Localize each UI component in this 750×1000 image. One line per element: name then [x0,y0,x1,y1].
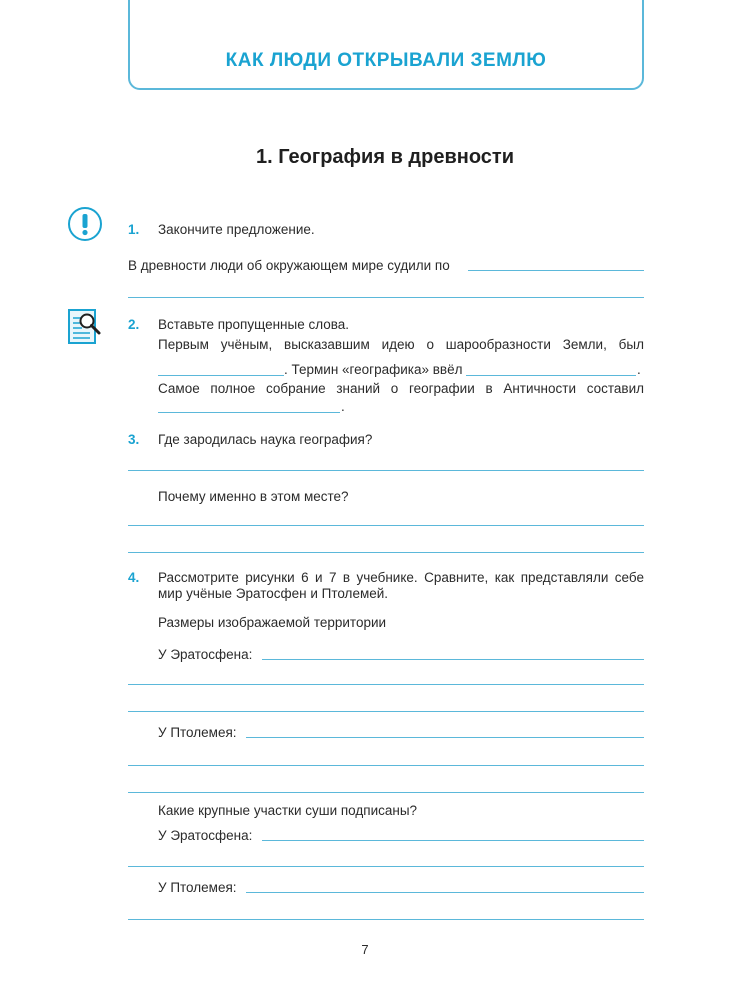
q3-followup: Почему именно в этом месте? [158,489,349,504]
q4-ptolemy-label-2: У Птолемея: [158,880,237,895]
page-number: 7 [361,942,369,957]
chapter-header-box [128,0,644,90]
q1-answer-line-1[interactable] [468,270,644,271]
q4-eratosthenes-land-line-2[interactable] [128,866,644,867]
q3-answer-line-3[interactable] [128,552,644,553]
q4-subheading-size: Размеры изображаемой территории [158,615,387,630]
q4-eratosthenes-line-1[interactable] [262,659,644,660]
q2-blank-1[interactable] [158,375,284,376]
q4-number: 4. [128,570,140,585]
q1-sentence: В древности люди об окружающем мире судили по [128,258,450,273]
q1-prompt: Закончите предложение. [158,222,315,237]
q2-prompt: Вставьте пропущенные слова. [158,317,350,332]
q3-answer-line-2[interactable] [128,525,644,526]
q4-prompt-line-2: мир учёные Эратосфен и Птолемей. [158,586,389,601]
q1-number: 1. [128,222,140,237]
magnifier-document-icon [68,309,102,345]
q2-blank-3[interactable] [158,412,340,413]
q2-line-2: . Термин «географика» ввёл [284,362,463,377]
q4-eratosthenes-label: У Эратосфена: [158,647,253,662]
q4-eratosthenes-land-line-1[interactable] [262,840,644,841]
q4-eratosthenes-line-2[interactable] [128,684,644,685]
q4-eratosthenes-line-3[interactable] [128,711,644,712]
q3-prompt: Где зародилась наука география? [158,432,373,447]
q4-ptolemy-land-line-1[interactable] [246,892,644,893]
section-title: 1. География в древности [255,146,515,168]
q2-line-1: Первым учёным, высказавшим идею о шарообразности Земли, был [158,337,644,352]
q4-ptolemy-land-line-2[interactable] [128,919,644,920]
q2-period-1: . [637,362,641,377]
exclamation-icon [68,207,102,241]
q4-ptolemy-line-2[interactable] [128,765,644,766]
q4-prompt-line-1: Рассмотрите рисунки 6 и 7 в учебнике. Сравните, как представляли себе [158,570,644,585]
q3-number: 3. [128,432,140,447]
q1-answer-line-2[interactable] [128,297,644,298]
q4-subheading-land: Какие крупные участки суши подписаны? [158,803,418,818]
q2-line-3: Самое полное собрание знаний о географии в Античности составил [158,381,644,396]
q2-blank-2[interactable] [466,375,636,376]
q2-number: 2. [128,317,140,332]
q4-ptolemy-label: У Птолемея: [158,725,237,740]
q4-ptolemy-line-3[interactable] [128,792,644,793]
q4-eratosthenes-label-2: У Эратосфена: [158,828,253,843]
q4-ptolemy-line-1[interactable] [246,737,644,738]
chapter-title: КАК ЛЮДИ ОТКРЫВАЛИ ЗЕМЛЮ [225,50,547,71]
q2-period-2: . [341,399,345,414]
q3-answer-line-1[interactable] [128,470,644,471]
